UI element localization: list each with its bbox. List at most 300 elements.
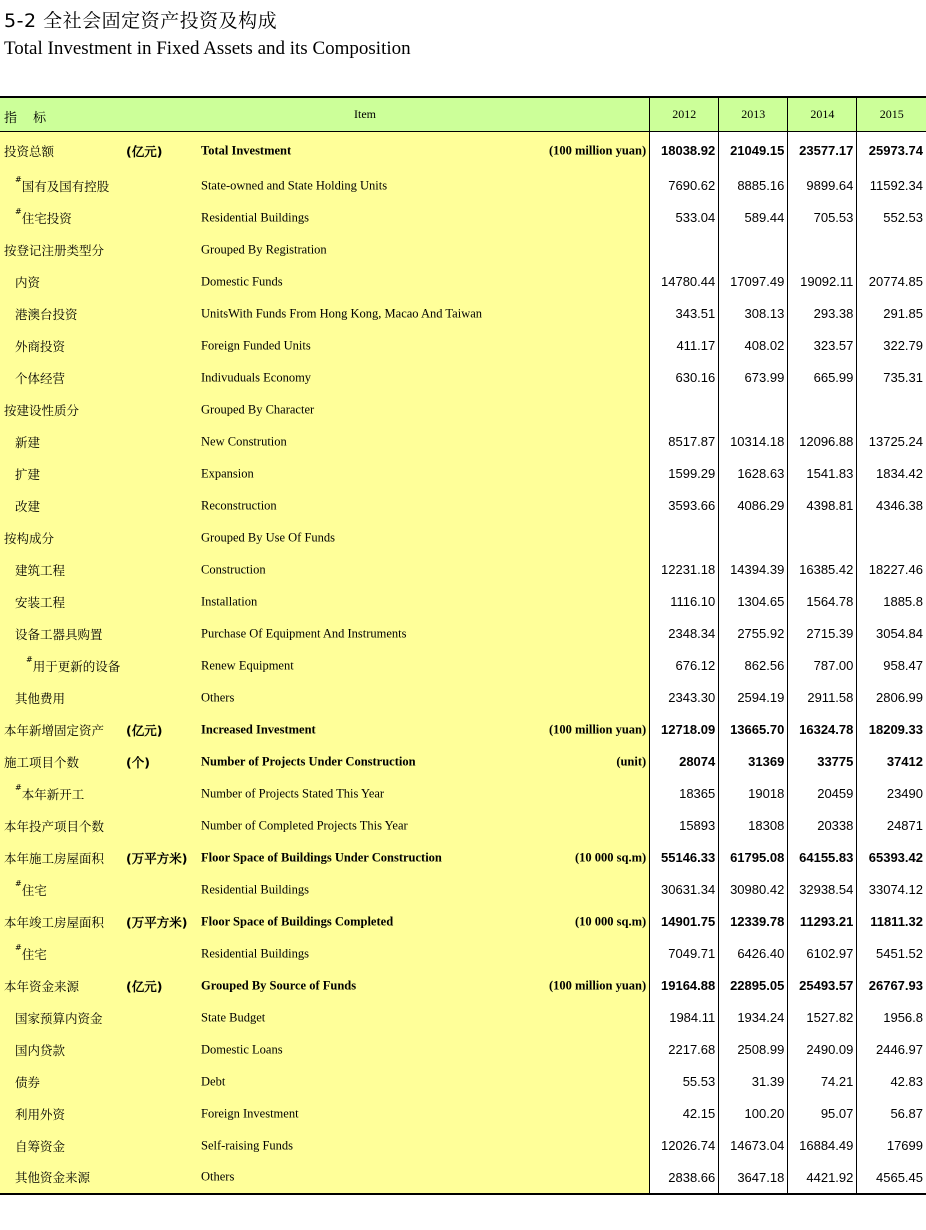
row-label-cn-text: 设备工器具购置 — [15, 626, 103, 642]
row-label-cn — [15, 305, 78, 323]
value-cell-2013: 12339.78 — [719, 906, 788, 938]
value-cell-2012: 2343.30 — [650, 682, 719, 714]
row-label-en: Debt — [201, 1074, 226, 1088]
table-row — [0, 330, 926, 362]
row-label-cn — [26, 654, 121, 675]
value-cell-2013: 18308 — [719, 810, 788, 842]
row-label-cn — [15, 561, 65, 579]
row-label-en: New Constrution — [201, 434, 287, 448]
row-label-cn — [15, 206, 72, 227]
row-label-cell — [0, 170, 650, 202]
value-cell-2013 — [719, 234, 788, 266]
table-row — [0, 682, 926, 714]
row-label-cn — [4, 753, 79, 771]
row-label-cn-text: 改建 — [15, 498, 41, 514]
value-cell-2012: 19164.88 — [650, 970, 719, 1002]
row-label-cn-text: 施工项目个数 — [4, 754, 80, 770]
row-label-cell — [0, 842, 650, 874]
table-row — [0, 746, 926, 778]
row-label-cell — [0, 1162, 650, 1194]
value-cell-2013: 2755.92 — [719, 618, 788, 650]
row-label-cn — [4, 241, 104, 259]
value-cell-2015: 11592.34 — [857, 170, 926, 202]
value-cell-2012: 343.51 — [650, 298, 719, 330]
table-row — [0, 132, 926, 170]
row-label-cn — [15, 369, 65, 387]
row-label-en: Construction — [201, 562, 266, 576]
header-indicator-cn: 指 标 — [4, 111, 53, 126]
table-row — [0, 842, 926, 874]
row-label-cell — [0, 682, 650, 714]
row-label-cell — [0, 362, 650, 394]
footnote-mark: # — [15, 206, 22, 216]
value-cell-2014: 16884.49 — [788, 1130, 857, 1162]
row-label-cn — [15, 782, 85, 803]
value-cell-2014: 1527.82 — [788, 1002, 857, 1034]
row-label-en: Foreign Funded Units — [201, 338, 311, 352]
value-cell-2015: 13725.24 — [857, 426, 926, 458]
value-cell-2012: 630.16 — [650, 362, 719, 394]
value-cell-2013: 14673.04 — [719, 1130, 788, 1162]
row-label-en: Total Investment — [201, 143, 292, 158]
value-cell-2015: 18209.33 — [857, 714, 926, 746]
row-label-cn-text: 住宅 — [21, 882, 47, 898]
value-cell-2012: 14780.44 — [650, 266, 719, 298]
row-label-cn — [4, 401, 79, 419]
value-cell-2015: 11811.32 — [857, 906, 926, 938]
value-cell-2015: 65393.42 — [857, 842, 926, 874]
table-row — [0, 714, 926, 746]
value-cell-2014: 20338 — [788, 810, 857, 842]
table-row — [0, 234, 926, 266]
value-cell-2013: 862.56 — [719, 650, 788, 682]
value-cell-2012: 12718.09 — [650, 714, 719, 746]
value-cell-2012: 2838.66 — [650, 1162, 719, 1194]
row-label-cell — [0, 1066, 650, 1098]
value-cell-2014: 4421.92 — [788, 1162, 857, 1194]
row-unit-en: (100 million yuan) — [548, 143, 647, 158]
value-cell-2015: 735.31 — [857, 362, 926, 394]
table-row — [0, 298, 926, 330]
value-cell-2014: 25493.57 — [788, 970, 857, 1002]
table-row — [0, 1098, 926, 1130]
row-label-cell — [0, 490, 650, 522]
value-cell-2015 — [857, 394, 926, 426]
table-row — [0, 1002, 926, 1034]
value-cell-2015: 2446.97 — [857, 1034, 926, 1066]
row-label-cn-text: 本年新开工 — [21, 786, 85, 802]
value-cell-2012: 1984.11 — [650, 1002, 719, 1034]
value-cell-2012: 12231.18 — [650, 554, 719, 586]
row-label-en: Grouped By Source of Funds — [201, 978, 357, 992]
value-cell-2014 — [788, 394, 857, 426]
value-cell-2013: 6426.40 — [719, 938, 788, 970]
row-label-cell — [0, 1034, 650, 1066]
value-cell-2012: 7690.62 — [650, 170, 719, 202]
row-label-cn-text: 本年竣工房屋面积 — [4, 914, 105, 930]
value-cell-2013: 3647.18 — [719, 1162, 788, 1194]
table-header-row — [0, 97, 926, 132]
value-cell-2015: 5451.52 — [857, 938, 926, 970]
row-unit-en: (100 million yuan) — [548, 722, 647, 736]
table-row — [0, 1162, 926, 1194]
table-row — [0, 810, 926, 842]
value-cell-2014: 4398.81 — [788, 490, 857, 522]
row-label-cell — [0, 266, 650, 298]
row-label-cn-text: 个体经营 — [15, 370, 66, 386]
value-cell-2014: 293.38 — [788, 298, 857, 330]
row-label-cn-text: 其他费用 — [15, 690, 66, 706]
table-row — [0, 586, 926, 618]
header-item-cell — [0, 97, 650, 132]
row-label-cell — [0, 1130, 650, 1162]
value-cell-2012: 411.17 — [650, 330, 719, 362]
row-label-cell — [0, 330, 650, 362]
row-label-cell — [0, 810, 650, 842]
table-row — [0, 202, 926, 234]
value-cell-2014: 2911.58 — [788, 682, 857, 714]
row-label-cn-text: 自筹资金 — [15, 1138, 66, 1154]
table-row — [0, 490, 926, 522]
value-cell-2013: 2594.19 — [719, 682, 788, 714]
value-cell-2015: 20774.85 — [857, 266, 926, 298]
row-label-cn-text: 按建设性质分 — [4, 402, 80, 418]
value-cell-2015: 1834.42 — [857, 458, 926, 490]
value-cell-2015: 17699 — [857, 1130, 926, 1162]
row-label-en: Others — [201, 1169, 235, 1184]
table-row — [0, 170, 926, 202]
row-label-cn-text: 住宅 — [21, 946, 47, 962]
row-label-cn-text: 住宅投资 — [21, 210, 72, 226]
row-label-cn-text: 本年施工房屋面积 — [4, 850, 105, 866]
table-body — [0, 132, 926, 1194]
row-label-cell — [0, 1002, 650, 1034]
value-cell-2013: 8885.16 — [719, 170, 788, 202]
value-cell-2014: 1541.83 — [788, 458, 857, 490]
value-cell-2015: 23490 — [857, 778, 926, 810]
value-cell-2012: 30631.34 — [650, 874, 719, 906]
row-label-en: Domestic Funds — [201, 274, 283, 288]
row-label-en: Number of Projects Stated This Year — [201, 786, 385, 800]
row-label-en: Residential Buildings — [201, 210, 309, 224]
row-label-en: Number of Completed Projects This Year — [201, 818, 408, 832]
row-label-cell — [0, 426, 650, 458]
row-label-cn-text: 投资总额 — [4, 143, 55, 159]
row-label-en: Purchase Of Equipment And Instruments — [201, 626, 407, 640]
row-label-cn-text: 本年资金来源 — [4, 978, 80, 994]
table-row — [0, 938, 926, 970]
value-cell-2015: 1885.8 — [857, 586, 926, 618]
investment-table — [0, 96, 926, 1195]
row-label-cn-text: 本年新增固定资产 — [4, 722, 105, 738]
value-cell-2014: 16324.78 — [788, 714, 857, 746]
row-label-en: Increased Investment — [201, 722, 316, 736]
header-year-2012: 2012 — [650, 97, 719, 132]
value-cell-2014: 19092.11 — [788, 266, 857, 298]
row-label-cn — [15, 1073, 40, 1091]
value-cell-2012: 2217.68 — [650, 1034, 719, 1066]
row-label-cn-text: 外商投资 — [15, 338, 66, 354]
row-label-en: Floor Space of Buildings Completed — [201, 914, 394, 928]
row-unit-cn: (亿元) — [126, 978, 163, 994]
row-label-cell — [0, 132, 650, 170]
value-cell-2012: 676.12 — [650, 650, 719, 682]
value-cell-2012: 18365 — [650, 778, 719, 810]
value-cell-2015: 4346.38 — [857, 490, 926, 522]
value-cell-2014: 95.07 — [788, 1098, 857, 1130]
table-row — [0, 426, 926, 458]
footnote-mark: # — [15, 878, 22, 888]
row-label-en: UnitsWith Funds From Hong Kong, Macao And Taiwan — [201, 306, 483, 320]
row-unit-en: (10 000 sq.m) — [575, 850, 647, 864]
value-cell-2014: 16385.42 — [788, 554, 857, 586]
row-label-en: Renew Equipment — [201, 658, 294, 672]
value-cell-2013: 408.02 — [719, 330, 788, 362]
value-cell-2013: 31.39 — [719, 1066, 788, 1098]
row-label-cell — [0, 586, 650, 618]
row-label-cn — [15, 942, 47, 963]
row-label-cn — [15, 433, 40, 451]
table-row — [0, 618, 926, 650]
value-cell-2014: 11293.21 — [788, 906, 857, 938]
row-label-cn — [15, 174, 110, 195]
value-cell-2014 — [788, 522, 857, 554]
row-label-cn-text: 国有及国有控股 — [21, 178, 110, 194]
value-cell-2015: 26767.93 — [857, 970, 926, 1002]
table-row — [0, 874, 926, 906]
row-label-cn — [15, 1105, 65, 1123]
value-cell-2015: 18227.46 — [857, 554, 926, 586]
header-year-2014: 2014 — [788, 97, 857, 132]
row-unit-cn: (万平方米) — [126, 850, 188, 866]
value-cell-2015 — [857, 522, 926, 554]
header-year-2015: 2015 — [857, 97, 926, 132]
row-label-en: Residential Buildings — [201, 882, 309, 896]
row-label-cn — [15, 1137, 65, 1155]
row-unit-cn: (亿元) — [126, 722, 163, 738]
row-unit-cn: (亿元) — [126, 143, 163, 159]
value-cell-2012: 12026.74 — [650, 1130, 719, 1162]
value-cell-2012: 55146.33 — [650, 842, 719, 874]
value-cell-2012: 55.53 — [650, 1066, 719, 1098]
value-cell-2013: 1628.63 — [719, 458, 788, 490]
row-label-cell — [0, 938, 650, 970]
row-label-cell — [0, 298, 650, 330]
row-label-cn — [15, 1009, 103, 1027]
row-label-cn-text: 用于更新的设备 — [32, 658, 121, 674]
row-unit-cn: (个) — [126, 754, 150, 770]
value-cell-2012: 8517.87 — [650, 426, 719, 458]
value-cell-2012: 28074 — [650, 746, 719, 778]
value-cell-2013: 14394.39 — [719, 554, 788, 586]
row-label-cn-text: 港澳台投资 — [15, 306, 78, 322]
row-label-cn — [4, 529, 54, 547]
value-cell-2015: 42.83 — [857, 1066, 926, 1098]
value-cell-2013 — [719, 522, 788, 554]
value-cell-2014: 705.53 — [788, 202, 857, 234]
value-cell-2014: 9899.64 — [788, 170, 857, 202]
row-label-cn — [15, 689, 65, 707]
row-label-cn-text: 建筑工程 — [15, 562, 66, 578]
table-row — [0, 1130, 926, 1162]
row-label-en: Grouped By Character — [201, 402, 315, 416]
value-cell-2014: 665.99 — [788, 362, 857, 394]
row-label-cell — [0, 1098, 650, 1130]
row-label-cn — [15, 273, 40, 291]
value-cell-2015: 25973.74 — [857, 132, 926, 170]
row-label-en: Expansion — [201, 466, 254, 480]
value-cell-2015: 24871 — [857, 810, 926, 842]
row-label-cell — [0, 234, 650, 266]
row-unit-en: (100 million yuan) — [548, 978, 647, 992]
value-cell-2012: 1599.29 — [650, 458, 719, 490]
row-label-cn — [15, 1168, 90, 1186]
value-cell-2013: 308.13 — [719, 298, 788, 330]
value-cell-2015: 1956.8 — [857, 1002, 926, 1034]
row-label-cn — [4, 817, 104, 835]
row-label-en: Domestic Loans — [201, 1042, 283, 1056]
row-unit-en: (unit) — [616, 754, 647, 768]
row-label-cn — [15, 625, 103, 643]
row-label-cell — [0, 618, 650, 650]
row-label-cn-text: 其他资金来源 — [15, 1170, 91, 1185]
row-unit-en: (10 000 sq.m) — [575, 914, 647, 928]
row-label-cn — [15, 497, 40, 515]
row-label-cn — [15, 593, 65, 611]
footnote-mark: # — [15, 782, 22, 792]
table-row — [0, 906, 926, 938]
row-label-en: Indivuduals Economy — [201, 370, 312, 384]
row-label-en: Floor Space of Buildings Under Construction — [201, 850, 442, 864]
row-label-en: Grouped By Use Of Funds — [201, 530, 336, 544]
table-row — [0, 778, 926, 810]
value-cell-2013: 19018 — [719, 778, 788, 810]
table-row — [0, 394, 926, 426]
row-label-cn — [15, 337, 65, 355]
table-row — [0, 266, 926, 298]
row-label-cn-text: 新建 — [15, 434, 41, 450]
row-label-cell — [0, 906, 650, 938]
table-row — [0, 650, 926, 682]
value-cell-2014: 20459 — [788, 778, 857, 810]
value-cell-2012 — [650, 394, 719, 426]
row-label-cell — [0, 714, 650, 746]
value-cell-2013: 2508.99 — [719, 1034, 788, 1066]
value-cell-2014: 32938.54 — [788, 874, 857, 906]
table-row — [0, 554, 926, 586]
value-cell-2015: 37412 — [857, 746, 926, 778]
value-cell-2013: 30980.42 — [719, 874, 788, 906]
row-label-cell — [0, 554, 650, 586]
value-cell-2013: 4086.29 — [719, 490, 788, 522]
value-cell-2012: 2348.34 — [650, 618, 719, 650]
row-label-cell — [0, 970, 650, 1002]
value-cell-2014: 787.00 — [788, 650, 857, 682]
value-cell-2013: 673.99 — [719, 362, 788, 394]
row-label-cn — [15, 1041, 65, 1059]
row-label-cn — [4, 142, 54, 160]
row-label-cell — [0, 746, 650, 778]
row-label-cell — [0, 650, 650, 682]
table-row — [0, 970, 926, 1002]
value-cell-2013: 21049.15 — [719, 132, 788, 170]
value-cell-2012: 42.15 — [650, 1098, 719, 1130]
value-cell-2014: 323.57 — [788, 330, 857, 362]
value-cell-2012 — [650, 522, 719, 554]
row-label-cn-text: 安装工程 — [15, 594, 66, 610]
row-label-cell — [0, 394, 650, 426]
footnote-mark: # — [15, 942, 22, 952]
row-label-cn-text: 扩建 — [15, 466, 41, 482]
value-cell-2012 — [650, 234, 719, 266]
row-label-cn — [15, 465, 40, 483]
row-label-en: Reconstruction — [201, 498, 277, 512]
value-cell-2015: 33074.12 — [857, 874, 926, 906]
row-label-en: Others — [201, 690, 235, 704]
page-title-cn: 5-2 全社会固定资产投资及构成 — [4, 10, 278, 32]
value-cell-2014: 1564.78 — [788, 586, 857, 618]
value-cell-2012: 3593.66 — [650, 490, 719, 522]
row-unit-cn: (万平方米) — [126, 914, 188, 930]
value-cell-2015: 56.87 — [857, 1098, 926, 1130]
value-cell-2013: 1934.24 — [719, 1002, 788, 1034]
header-year-2013: 2013 — [719, 97, 788, 132]
value-cell-2014: 74.21 — [788, 1066, 857, 1098]
row-label-cn-text: 国家预算内资金 — [15, 1010, 103, 1026]
table-row — [0, 362, 926, 394]
row-label-cell — [0, 778, 650, 810]
row-label-en: Residential Buildings — [201, 946, 309, 960]
footnote-mark: # — [26, 654, 33, 664]
row-label-cn-text: 利用外资 — [15, 1106, 66, 1122]
row-label-cell — [0, 522, 650, 554]
value-cell-2014 — [788, 234, 857, 266]
row-label-en: Grouped By Registration — [201, 242, 327, 256]
value-cell-2014: 64155.83 — [788, 842, 857, 874]
value-cell-2014: 2490.09 — [788, 1034, 857, 1066]
value-cell-2013: 10314.18 — [719, 426, 788, 458]
value-cell-2012: 14901.75 — [650, 906, 719, 938]
row-label-cell — [0, 202, 650, 234]
value-cell-2014: 12096.88 — [788, 426, 857, 458]
row-label-cell — [0, 458, 650, 490]
row-label-cn-text: 债券 — [15, 1074, 41, 1090]
table-row — [0, 1034, 926, 1066]
value-cell-2012: 18038.92 — [650, 132, 719, 170]
value-cell-2013: 589.44 — [719, 202, 788, 234]
value-cell-2012: 15893 — [650, 810, 719, 842]
table-row — [0, 458, 926, 490]
value-cell-2012: 7049.71 — [650, 938, 719, 970]
row-label-en: State-owned and State Holding Units — [201, 178, 388, 192]
row-label-en: State Budget — [201, 1010, 266, 1024]
value-cell-2015: 322.79 — [857, 330, 926, 362]
row-label-cn — [4, 977, 79, 995]
row-label-en: Number of Projects Under Construction — [201, 754, 416, 768]
value-cell-2012: 1116.10 — [650, 586, 719, 618]
row-label-cn-text: 内资 — [15, 274, 41, 290]
table-row — [0, 1066, 926, 1098]
value-cell-2014: 33775 — [788, 746, 857, 778]
row-label-cn — [4, 913, 104, 931]
row-label-cell — [0, 874, 650, 906]
value-cell-2015: 958.47 — [857, 650, 926, 682]
row-label-cn-text: 本年投产项目个数 — [4, 818, 105, 834]
value-cell-2013: 31369 — [719, 746, 788, 778]
page-title-en: Total Investment in Fixed Assets and its Composition — [4, 38, 411, 59]
value-cell-2014: 2715.39 — [788, 618, 857, 650]
table-row — [0, 522, 926, 554]
